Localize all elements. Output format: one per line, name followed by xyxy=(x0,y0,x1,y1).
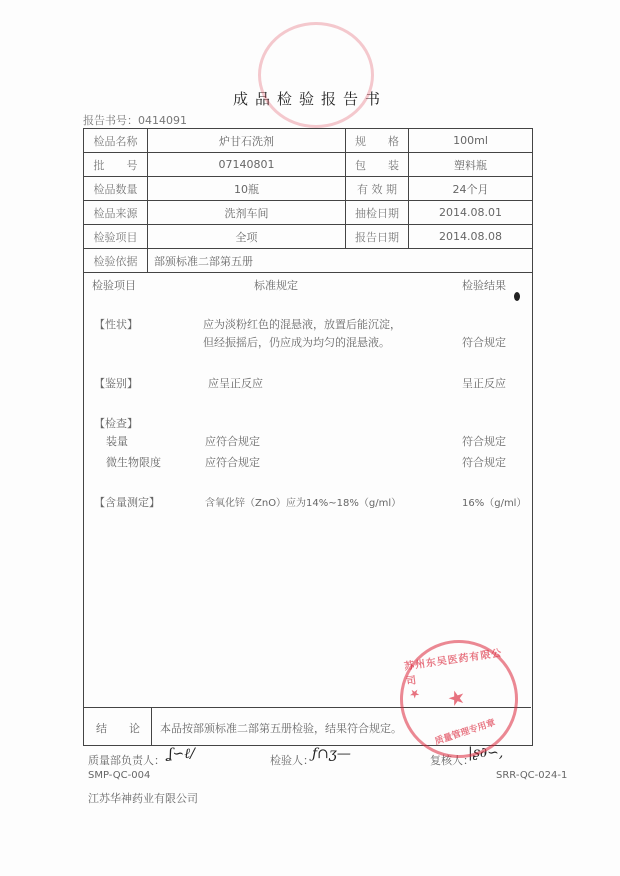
inspector-signature: ƒ∩ʒ— xyxy=(312,746,351,762)
value: 塑料瓶 xyxy=(409,153,533,177)
value: 100ml xyxy=(409,129,533,153)
label: 检品名称 xyxy=(84,129,148,153)
item-name: 【含量测定】 xyxy=(94,496,160,509)
label: 检品数量 xyxy=(84,177,148,201)
column-header: 标准规定 xyxy=(254,279,298,292)
reviewer-signature: |ʂ∂∽, xyxy=(468,745,504,761)
value: 炉甘石洗剂 xyxy=(148,129,346,153)
label: 包 装 xyxy=(346,153,409,177)
table-row xyxy=(84,153,533,177)
item-standard: 应符合规定 xyxy=(205,435,260,448)
form-code-right: SRR-QC-024-1 xyxy=(496,770,568,781)
label: 有 效 期 xyxy=(346,177,409,201)
column-header: 检验项目 xyxy=(92,279,136,292)
product-info-table xyxy=(83,128,533,273)
item-standard: 含氧化锌（ZnO）应为14%~18%（g/ml） xyxy=(205,498,402,509)
item-result: 符合规定 xyxy=(462,456,506,469)
table-row xyxy=(84,129,533,153)
conclusion-text: 本品按部颁标准二部第五册检验，结果符合规定。 xyxy=(160,722,402,735)
item-name: 【鉴别】 xyxy=(94,377,138,390)
value: 全项 xyxy=(148,225,346,249)
stamp-sublabel: 质量管理专用章 xyxy=(433,718,497,748)
item-standard: 应为淡粉红色的混悬液，放置后能沉淀， xyxy=(203,318,401,331)
value: 10瓶 xyxy=(148,177,346,201)
label: 检品来源 xyxy=(84,201,148,225)
quality-head-signature: ʆ∽ℓ/ xyxy=(168,746,195,762)
item-name: 【检查】 xyxy=(94,417,138,430)
value: 07140801 xyxy=(148,153,346,177)
label: 规 格 xyxy=(346,129,409,153)
table-row xyxy=(84,201,533,225)
label: 报告日期 xyxy=(346,225,409,249)
form-code-left: SMP-QC-004 xyxy=(88,770,151,781)
inspector-label: 检验人： xyxy=(270,754,314,767)
value: 2014.08.08 xyxy=(409,225,533,249)
stamp-label: 苏州东吴医药有限公司 xyxy=(403,648,504,688)
reviewer-label: 复核人： xyxy=(430,754,474,767)
quality-head-label: 质量部负责人： xyxy=(88,754,165,767)
item-name: 微生物限度 xyxy=(106,456,161,469)
value: 2014.08.01 xyxy=(409,201,533,225)
company-name: 江苏华神药业有限公司 xyxy=(88,792,198,805)
item-standard: 应符合规定 xyxy=(205,456,260,469)
table-row xyxy=(84,249,533,273)
document-title: 成品检验报告书 xyxy=(232,90,387,108)
item-name: 【性状】 xyxy=(94,318,138,331)
item-standard: 应呈正反应 xyxy=(208,377,263,390)
ink-spot xyxy=(514,292,520,301)
item-result: 符合规定 xyxy=(462,336,506,349)
item-name: 装量 xyxy=(106,435,128,448)
item-result: 16%（g/ml） xyxy=(462,498,527,509)
item-result: 呈正反应 xyxy=(462,377,506,390)
value: 24个月 xyxy=(409,177,533,201)
conclusion-label: 结 论 xyxy=(96,722,140,735)
label: 检验依据 xyxy=(84,249,148,273)
company-stamp: ★ ★ 苏州东吴医药有限公司 质量管理专用章 xyxy=(385,625,534,774)
label: 批 号 xyxy=(84,153,148,177)
item-standard: 但经振摇后，仍应成为均匀的混悬液。 xyxy=(203,336,390,349)
report-number: 报告书号：0414091 xyxy=(83,114,187,127)
value: 部颁标准二部第五册 xyxy=(148,249,533,273)
column-header: 检验结果 xyxy=(462,279,506,292)
table-row xyxy=(84,177,533,201)
value: 洗剂车间 xyxy=(148,201,346,225)
label: 检验项目 xyxy=(84,225,148,249)
item-result: 符合规定 xyxy=(462,435,506,448)
label: 抽检日期 xyxy=(346,201,409,225)
table-row xyxy=(84,225,533,249)
faint-stamp xyxy=(258,22,374,128)
